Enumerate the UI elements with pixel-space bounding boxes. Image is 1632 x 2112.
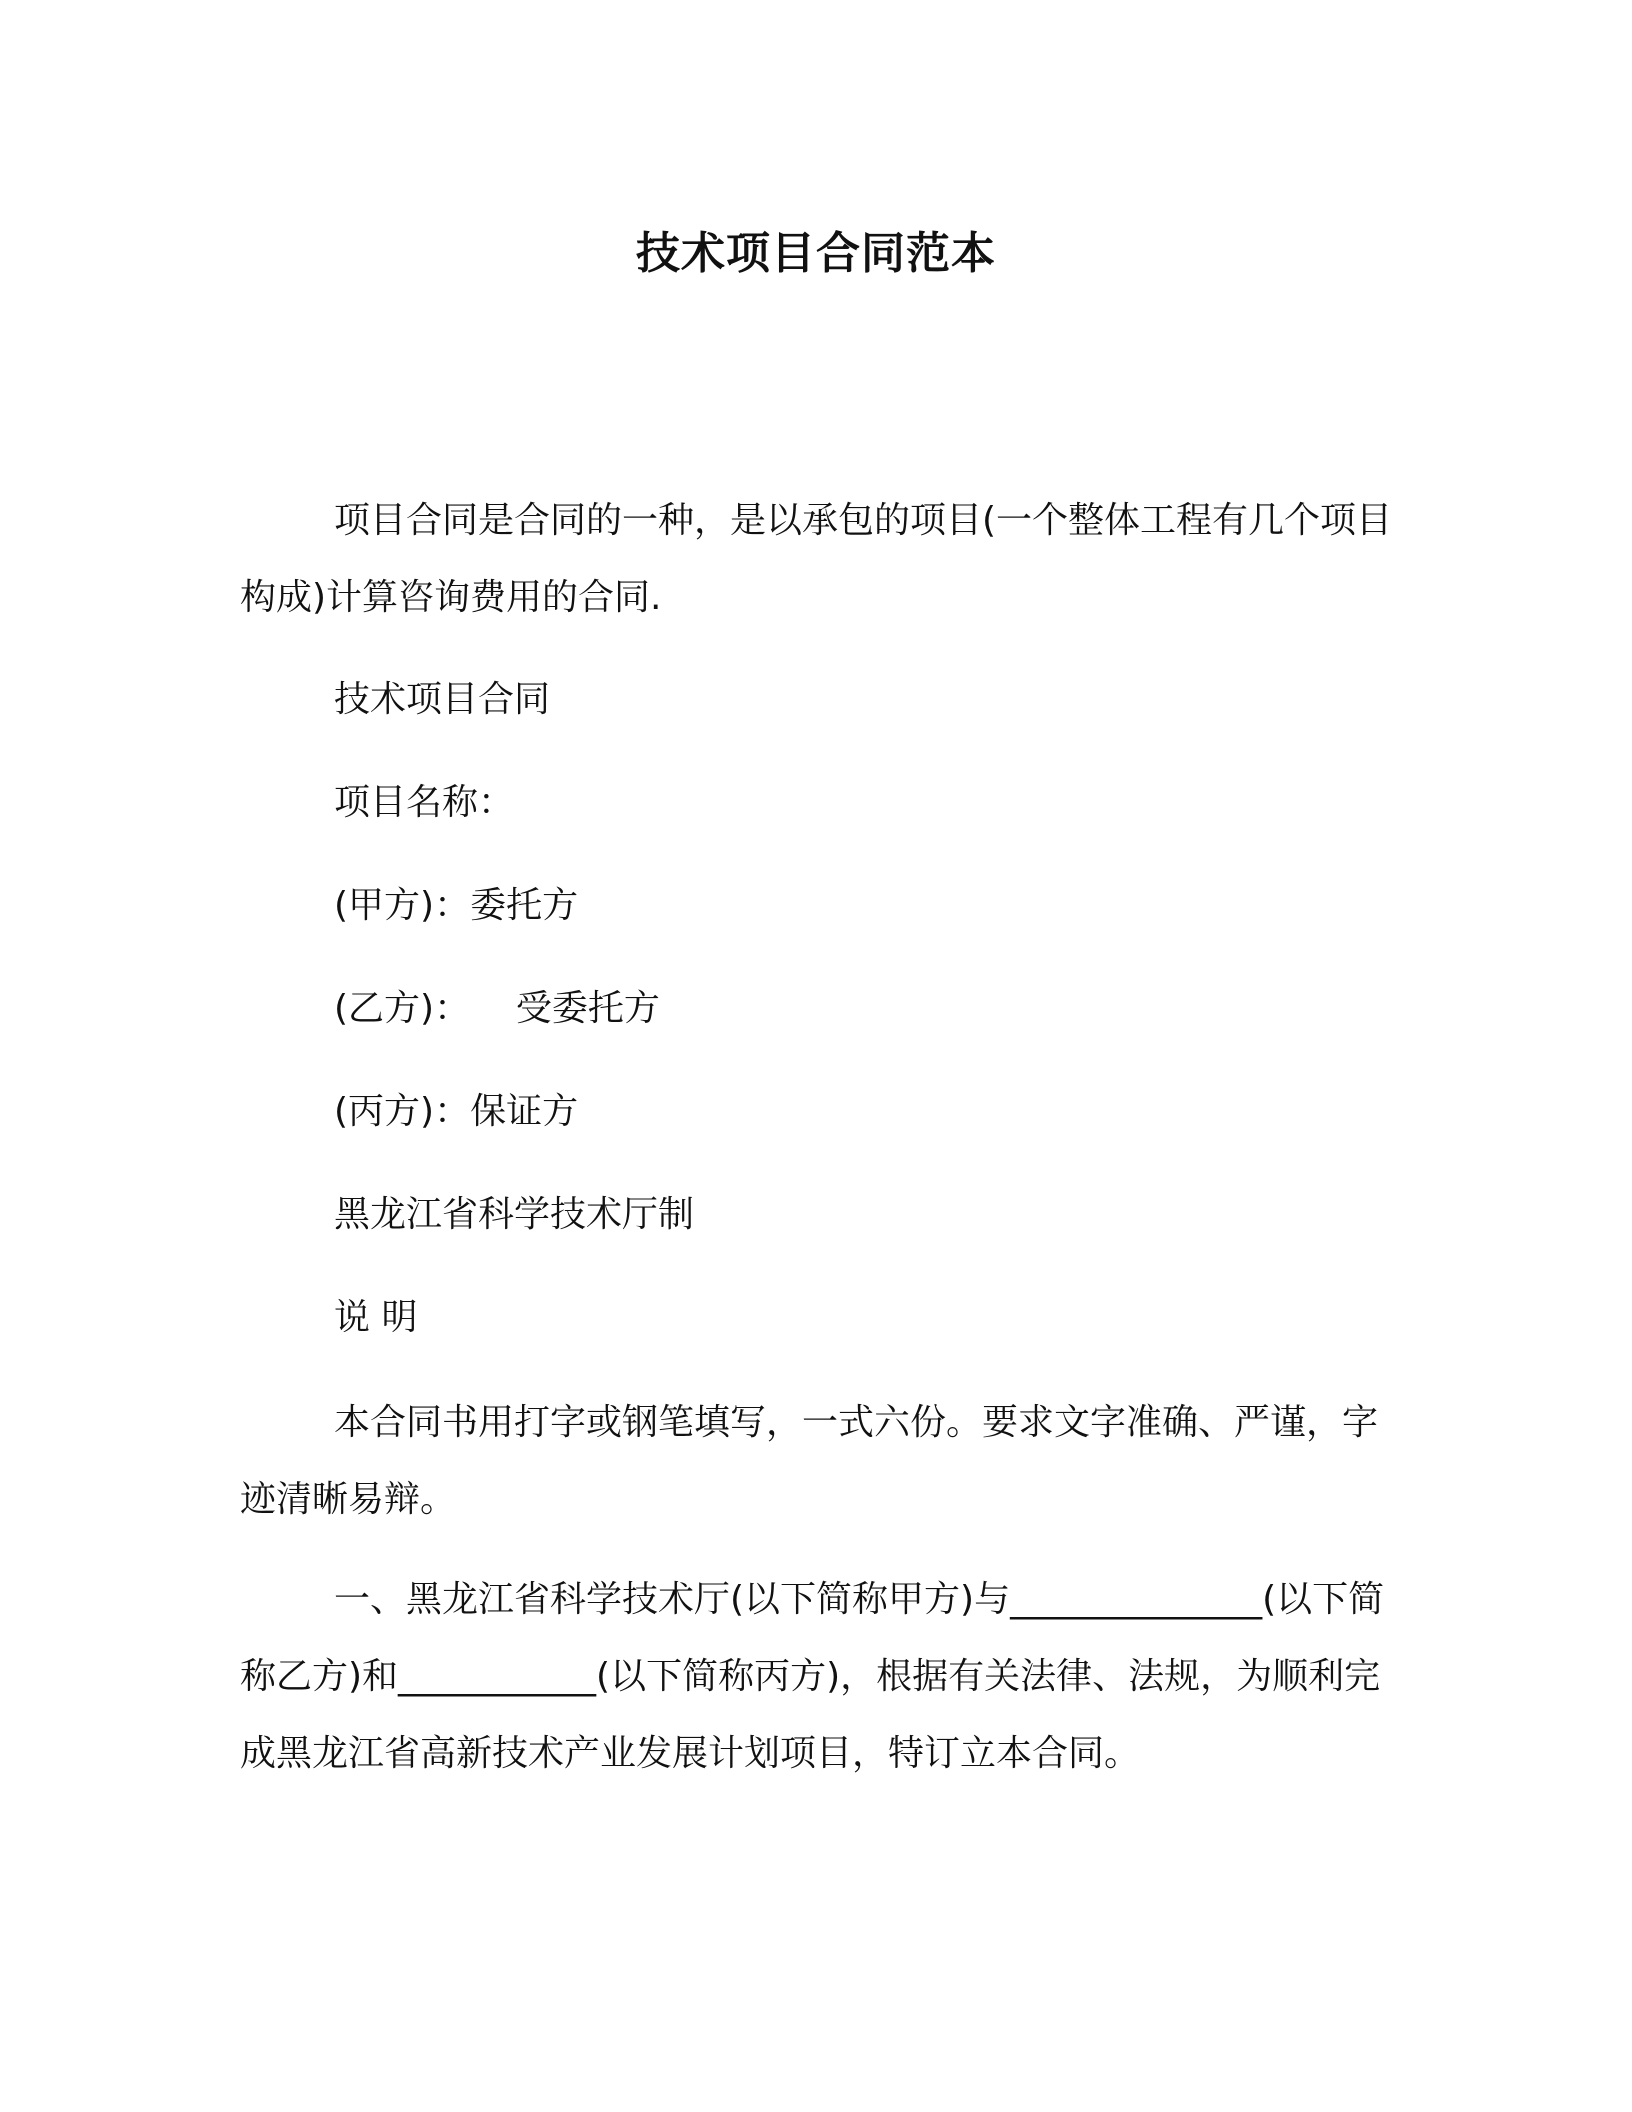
notes-heading: 说 明 bbox=[334, 1297, 418, 1338]
party-c-line: (丙方)：保证方 bbox=[334, 1091, 579, 1132]
document-title: 技术项目合同范本 bbox=[636, 228, 996, 279]
contract-heading: 技术项目合同 bbox=[334, 679, 551, 720]
project-name-label: 项目名称： bbox=[334, 782, 515, 823]
issuer-line: 黑龙江省科学技术厅制 bbox=[334, 1194, 695, 1235]
notes-paragraph: 本合同书用打字或钢笔填写，一式六份。要求文字准确、严谨，字迹清晰易辩。 bbox=[240, 1402, 1379, 1520]
party-a-line: (甲方)：委托方 bbox=[334, 885, 579, 926]
clause-1-paragraph: 一、黑龙江省科学技术厅(以下简称甲方)与______________(以下简称乙方)和___________(以下简称丙方)，根据有关法律、法规，为顺利完成黑龙江省高新技术产业发展计划项目，特订立本合同。 bbox=[240, 1579, 1385, 1774]
intro-paragraph: 项目合同是合同的一种，是以承包的项目(一个整体工程有几个项目构成)计算咨询费用的合同. bbox=[240, 500, 1393, 618]
party-b-line: (乙方)： 受委托方 bbox=[334, 988, 660, 1029]
